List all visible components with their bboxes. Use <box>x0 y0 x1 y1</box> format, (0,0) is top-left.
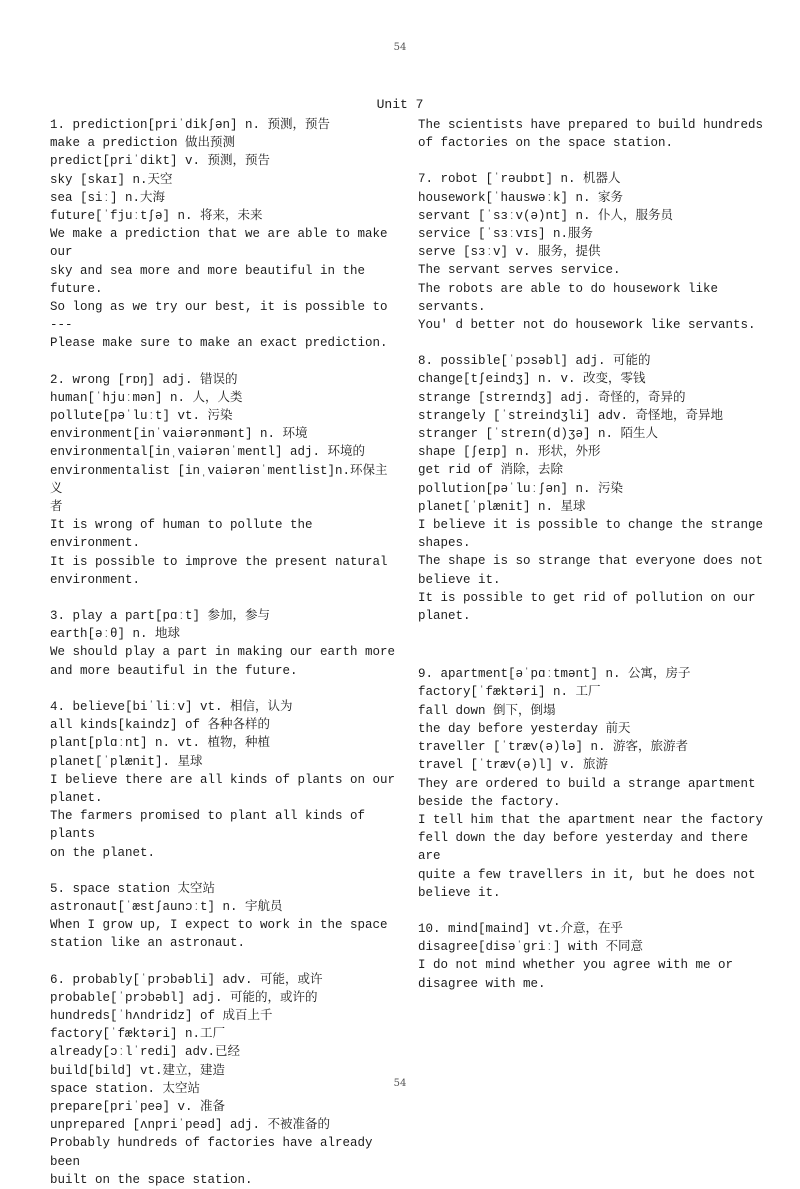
example-sentence: The shape is so strange that everyone does not <box>418 554 764 569</box>
left-column <box>50 116 400 1189</box>
example-sentence: built on the space station. <box>50 1172 253 1187</box>
entry-line: factory[ˈfæktəri] n. 工厂 <box>418 685 601 700</box>
entry-line: space station. 太空站 <box>50 1081 201 1096</box>
example-sentence: I believe it is possible to change the strange <box>418 518 764 533</box>
entry-line: planet[ˈplænit]. 星球 <box>50 754 203 769</box>
example-sentence: servants. <box>418 299 486 314</box>
entry-line: servant [ˈsɜːv(ə)nt] n. 仆人，服务员 <box>418 208 674 223</box>
entry-1 <box>50 116 400 353</box>
entry-line: environment[inˈvaiərənmənt] n. 环境 <box>50 427 308 442</box>
entry-line: 5. space station 太空站 <box>50 881 216 896</box>
entry-line: environmental[inˌvaiərənˈmentl] adj. 环境的 <box>50 445 366 460</box>
example-sentence: fell down the day before yesterday and there are <box>418 831 756 864</box>
entry-line: future[ˈfjuːtʃə] n. 将来，未来 <box>50 209 263 224</box>
entry-line: 9. apartment[əˈpɑːtmənt] n. 公寓，房子 <box>418 667 691 682</box>
entry-7 <box>418 170 768 334</box>
entry-line: 2. wrong [rɒŋ] adj. 错误的 <box>50 372 238 387</box>
entry-line: sea [siː] n.大海 <box>50 190 166 205</box>
example-sentence: So long as we try our best, it is possible to --- <box>50 300 396 333</box>
entry-line: 者 <box>50 500 63 515</box>
entry-line: 4. believe[biˈliːv] vt. 相信，认为 <box>50 699 293 714</box>
entry-line: environmentalist [inˌvaiərənˈmentlist]n.环保主义 <box>50 463 388 496</box>
entry-line: pollute[pəˈluːt] vt. 污染 <box>50 409 233 424</box>
entry-2 <box>50 371 400 589</box>
example-sentence: I do not mind whether you agree with me or <box>418 958 734 973</box>
example-sentence: and more beautiful in the future. <box>50 663 298 678</box>
entry-line: 10. mind[maind] vt.介意，在乎 <box>418 921 624 936</box>
entry-line: factory[ˈfæktəri] n.工厂 <box>50 1027 226 1042</box>
entry-line: unprepared [ʌnpriˈpeəd] adj. 不被准备的 <box>50 1118 331 1133</box>
entry-line: astronaut[ˈæstʃaunɔːt] n. 宇航员 <box>50 899 283 914</box>
example-sentence: disagree with me. <box>418 976 546 991</box>
entry-line: probable[ˈprɔbəbl] adj. 可能的，或许的 <box>50 990 318 1005</box>
entry-line: earth[əːθ] n. 地球 <box>50 627 181 642</box>
entry-4 <box>50 698 400 862</box>
entry-line: the day before yesterday 前天 <box>418 721 631 736</box>
entry-9 <box>418 665 768 902</box>
entry-line: 7. robot [ˈrəubɒt] n. 机器人 <box>418 172 621 187</box>
entry-line: get rid of 消除，去除 <box>418 463 564 478</box>
example-sentence: I believe there are all kinds of plants on our <box>50 772 396 787</box>
entry-line: shape [ʃeɪp] n. 形状，外形 <box>418 445 601 460</box>
entry-line: change[tʃeindʒ] n. v. 改变，零钱 <box>418 372 646 387</box>
entry-line: sky [skaɪ] n.天空 <box>50 172 173 187</box>
example-sentence: The scientists have prepared to build hundreds <box>418 118 764 132</box>
entry-10 <box>418 920 768 993</box>
example-sentence: beside the factory. <box>418 794 561 809</box>
example-sentence: sky and sea more and more beautiful in the future. <box>50 263 373 296</box>
entry-line: housework[ˈhauswəːk] n. 家务 <box>418 190 624 205</box>
right-column <box>418 116 768 993</box>
entry-line: build[bild] vt.建立，建造 <box>50 1063 226 1078</box>
entry-line: service [ˈsɜːvɪs] n.服务 <box>418 227 594 242</box>
example-sentence: believe it. <box>418 572 501 587</box>
example-sentence: environment. <box>50 572 141 587</box>
example-sentence: Probably hundreds of factories have already been <box>50 1136 381 1169</box>
entry-line: 8. possible[ˈpɔsəbl] adj. 可能的 <box>418 354 651 369</box>
example-sentence: quite a few travellers in it, but he does not <box>418 867 756 882</box>
entry-line: all kinds[kaindz] of 各种各样的 <box>50 718 271 733</box>
entry-line: prepare[priˈpeə] v. 准备 <box>50 1099 226 1114</box>
entry-8 <box>418 352 768 625</box>
example-sentence: It is possible to improve the present natural <box>50 554 388 569</box>
entry-line: fall down 倒下，倒塌 <box>418 703 556 718</box>
entry-line: strange [streɪndʒ] adj. 奇怪的，奇异的 <box>418 390 686 405</box>
example-sentence: on the planet. <box>50 845 156 860</box>
entry-line: predict[priˈdikt] v. 预测，预告 <box>50 154 271 169</box>
entry-line: pollution[pəˈluːʃən] n. 污染 <box>418 481 624 496</box>
example-sentence: The farmers promised to plant all kinds of plants <box>50 809 373 842</box>
example-sentence: When I grow up, I expect to work in the space <box>50 918 388 933</box>
entry-line: make a prediction 做出预测 <box>50 136 236 151</box>
entry-line: travel [ˈtræv(ə)l] v. 旅游 <box>418 758 609 773</box>
entry-line: human[ˈhjuːmən] n. 人，人类 <box>50 390 243 405</box>
entry-line: hundreds[ˈhʌndridz] of 成百上千 <box>50 1008 273 1023</box>
example-sentence: It is possible to get rid of pollution on our <box>418 590 756 605</box>
entry-line: plant[plɑːnt] n. vt. 植物，种植 <box>50 736 271 751</box>
entry-line: already[ɔːlˈredi] adv.已经 <box>50 1045 241 1060</box>
example-sentence: They are ordered to build a strange apartment <box>418 776 756 791</box>
example-sentence: The robots are able to do housework like <box>418 281 719 296</box>
example-sentence: of factories on the space station. <box>418 136 674 151</box>
entry-line: 3. play a part[pɑːt] 参加，参与 <box>50 609 271 624</box>
page-number-top: 54 <box>393 42 407 53</box>
entry-line: disagree[disəˈgriː] with 不同意 <box>418 940 644 955</box>
example-sentence: shapes. <box>418 536 471 551</box>
entry-line: 6. probably[ˈprɔbəbli] adv. 可能，或许 <box>50 972 323 987</box>
example-sentence: We should play a part in making our earth more <box>50 645 396 660</box>
entry-line: serve [sɜːv] v. 服务，提供 <box>418 245 601 260</box>
example-sentence: The servant serves service. <box>418 263 621 278</box>
entry-5 <box>50 880 400 953</box>
example-sentence: We make a prediction that we are able to make our <box>50 227 396 260</box>
entry-line: stranger [ˈstreɪn(d)ʒə] n. 陌生人 <box>418 427 659 442</box>
example-sentence: You' d better not do housework like servants. <box>418 318 756 333</box>
unit-title: Unit 7 <box>376 97 424 112</box>
example-sentence: planet. <box>418 609 471 624</box>
example-sentence: I tell him that the apartment near the factory <box>418 812 764 827</box>
entry-3 <box>50 607 400 680</box>
entry-line: planet[ˈplænit] n. 星球 <box>418 499 586 514</box>
entry-line: traveller [ˈtræv(ə)lə] n. 游客，旅游者 <box>418 740 689 755</box>
example-sentence: Please make sure to make an exact prediction. <box>50 336 388 351</box>
page-number-bottom: 54 <box>393 1078 407 1089</box>
example-sentence: It is wrong of human to pollute the environment. <box>50 518 321 551</box>
entry-line: strangely [ˈstreindʒli] adv. 奇怪地，奇异地 <box>418 408 724 423</box>
entry-line: 1. prediction[priˈdikʃən] n. 预测，预告 <box>50 118 331 132</box>
example-sentence: believe it. <box>418 885 501 900</box>
entry-6-continued <box>418 116 768 152</box>
example-sentence: station like an astronaut. <box>50 936 246 951</box>
example-sentence: planet. <box>50 790 103 805</box>
